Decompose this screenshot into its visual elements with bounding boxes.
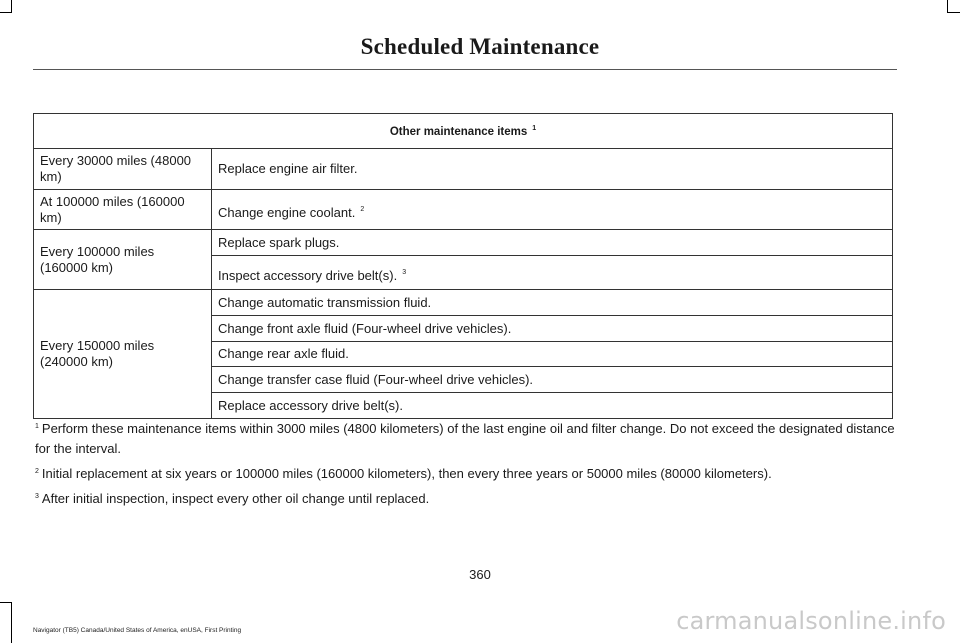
item-cell [212, 256, 893, 290]
item-cell [212, 367, 893, 393]
maintenance-table [33, 113, 893, 419]
table-title [34, 114, 893, 149]
footnote-text: After initial inspection, inspect every other oil change until replaced. [41, 491, 430, 506]
footnotes [35, 419, 900, 514]
footnote [35, 419, 900, 459]
item-text: Change engine coolant. [218, 204, 356, 220]
footnote-mark: 3 [35, 493, 39, 500]
item-text: Inspect accessory drive belt(s). [218, 267, 398, 283]
crop-mark-bottom-left-h [0, 602, 12, 603]
footnote-mark: 1 [35, 423, 39, 430]
item-cell [212, 393, 893, 419]
item-cell [212, 190, 893, 230]
item-text: Replace accessory drive belt(s). [218, 397, 403, 413]
title-divider [33, 69, 897, 70]
interval-cell: Every 30000 miles (48000 km) [34, 149, 212, 190]
footnote-text: Initial replacement at six years or 100000 miles (160000 kilometers), then every three years or 50000 miles (80000 kilometers). [41, 466, 772, 481]
footer-text: Navigator (TB5) Canada/United States of America, enUSA, First Printing [33, 627, 242, 634]
item-cell [212, 149, 893, 190]
watermark: carmanualsonline.info [676, 607, 946, 635]
footnote-text: Perform these maintenance items within 3000 miles (4800 kilometers) of the last engine oil and filter change. Do not exceed the designated distance for the interval. [35, 421, 895, 456]
interval-cell: Every 150000 miles (240000 km) [34, 290, 212, 419]
item-text: Replace spark plugs. [218, 234, 340, 250]
item-text: Change transfer case fluid (Four-wheel drive vehicles). [218, 371, 534, 387]
item-text: Change front axle fluid (Four-wheel drive vehicles). [218, 320, 512, 336]
crop-mark-top-left-h [0, 12, 12, 13]
crop-mark-bottom-left-v [11, 602, 12, 643]
item-text: Change automatic transmission fluid. [218, 294, 432, 310]
item-cell [212, 342, 893, 367]
item-cell [212, 290, 893, 316]
footnote [35, 464, 900, 484]
table-title-note: 1 [532, 125, 537, 132]
item-cell [212, 316, 893, 342]
item-text: Replace engine air filter. [218, 161, 358, 176]
page-number: 360 [469, 567, 491, 582]
crop-mark-top-right-h [947, 12, 960, 13]
interval-cell: Every 100000 miles (160000 km) [34, 230, 212, 290]
table-title-text: Other maintenance items [389, 126, 528, 138]
footnote-mark: 2 [35, 468, 39, 475]
footnote [35, 489, 900, 509]
item-note: 3 [402, 268, 407, 276]
item-cell [212, 230, 893, 256]
interval-cell: At 100000 miles (160000 km) [34, 190, 212, 230]
page-title: Scheduled Maintenance [360, 34, 600, 59]
item-text: Change rear axle fluid. [218, 346, 349, 361]
item-note: 2 [360, 205, 365, 213]
